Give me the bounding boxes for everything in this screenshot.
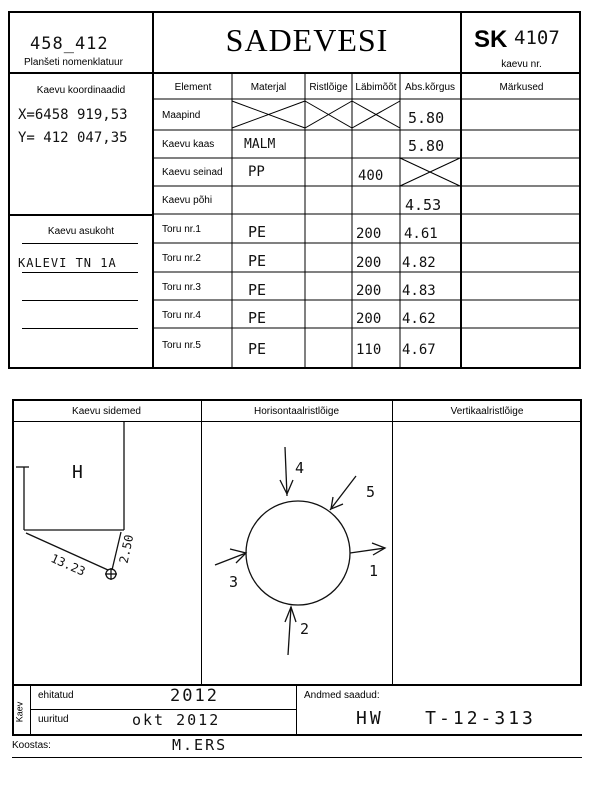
row-materjal: PP <box>248 164 265 180</box>
sidemed-label: Kaevu sidemed <box>72 406 141 417</box>
header-ristloige: Ristlõige <box>309 82 348 93</box>
row-element: Toru nr.1 <box>162 224 201 235</box>
row-abs: 4.61 <box>404 226 438 242</box>
pipe-label: 1 <box>369 562 379 580</box>
divider <box>30 709 296 710</box>
row-labimoot: 200 <box>356 311 382 327</box>
pipe-label: 2 <box>300 620 310 638</box>
pipe-label: 3 <box>229 573 239 591</box>
row-materjal: PE <box>248 223 267 241</box>
row-element: Maapind <box>162 110 201 121</box>
row-element: Kaevu põhi <box>162 195 213 206</box>
divider <box>12 757 582 758</box>
location-label: Kaevu asukoht <box>47 226 115 237</box>
row-element: Kaevu kaas <box>162 139 215 150</box>
divider <box>30 686 31 734</box>
row-abs: 4.62 <box>402 311 436 327</box>
row-abs: 5.80 <box>408 137 445 155</box>
well-prefix: SK <box>474 26 508 53</box>
row-materjal: PE <box>248 252 267 270</box>
row-labimoot: 200 <box>356 255 382 271</box>
ehitatud-label: ehitatud <box>38 690 74 701</box>
coord-y: Y= 412 047,35 <box>18 130 128 146</box>
ehitatud-value: 2012 <box>170 686 219 706</box>
row-abs: 4.83 <box>402 283 436 299</box>
header-element: Element <box>174 82 212 93</box>
divider <box>296 686 297 734</box>
row-labimoot: 110 <box>356 342 382 358</box>
row-element: Toru nr.2 <box>162 253 201 264</box>
row-materjal: PE <box>248 309 267 327</box>
row-labimoot: 200 <box>356 283 382 299</box>
pipe-label: 5 <box>366 483 376 501</box>
row-abs: 4.67 <box>402 342 436 358</box>
well-label: kaevu nr. <box>501 59 542 70</box>
header-labimoot: Läbimõõt <box>355 82 397 93</box>
row-abs: 4.53 <box>405 196 442 214</box>
row-element: Toru nr.3 <box>162 282 201 293</box>
andmed-value: HW T-12-313 <box>356 708 536 729</box>
row-materjal: PE <box>248 281 267 299</box>
well-circle <box>246 501 350 605</box>
uuritud-value: okt 2012 <box>132 711 221 729</box>
page-title: SADEVESI <box>225 22 389 58</box>
distance-label: 13.23 <box>48 551 88 579</box>
row-abs: 5.80 <box>408 109 445 127</box>
uuritud-label: uuritud <box>38 714 69 725</box>
nomenclature-label: Planšeti nomenklatuur <box>24 57 123 68</box>
nomenclature-value: 458_412 <box>30 34 109 54</box>
house-letter: H <box>72 462 83 483</box>
header-markused: Märkused <box>499 82 544 93</box>
header-materjal: Materjal <box>250 82 287 93</box>
distance-label: 2.50 <box>116 533 137 565</box>
divider <box>12 734 582 736</box>
andmed-label: Andmed saadud: <box>304 690 380 701</box>
coords-label: Kaevu koordinaadid <box>36 85 126 96</box>
row-element: Toru nr.4 <box>162 310 201 321</box>
row-labimoot: 200 <box>356 226 382 242</box>
row-element: Kaevu seinad <box>162 167 223 178</box>
well-number: 4107 <box>514 27 560 49</box>
koostas-label: Koostas: <box>12 740 51 751</box>
row-labimoot: 400 <box>358 168 384 184</box>
vertical-label: Vertikaalristlõige <box>450 406 524 417</box>
kaev-label: Kaev <box>14 701 25 723</box>
header-abs: Abs.kõrgus <box>404 82 456 93</box>
pipe-label: 4 <box>295 459 305 477</box>
row-materjal: MALM <box>244 137 276 152</box>
row-abs: 4.82 <box>402 255 436 271</box>
row-element: Toru nr.5 <box>162 340 201 351</box>
koostas-value: M.ERS <box>172 736 228 754</box>
horizontal-label: Horisontaalristlõige <box>253 406 340 417</box>
row-materjal: PE <box>248 340 267 358</box>
location-value: KALEVI TN 1A <box>18 256 117 270</box>
coord-x: X=6458 919,53 <box>18 107 128 123</box>
